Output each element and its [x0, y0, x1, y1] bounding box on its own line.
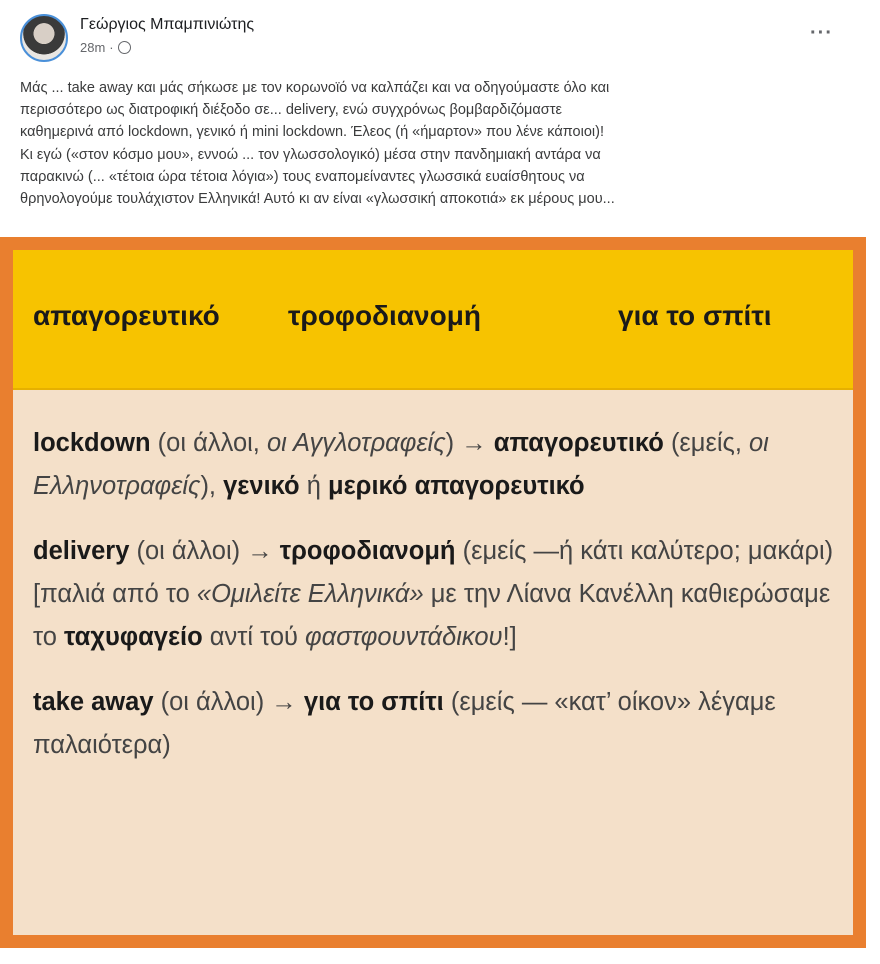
text: οι Ελληνοτραφείς	[33, 429, 769, 500]
post-text-line: παρακινώ (... «τέτοια ώρα τέτοια λόγια») τους εναπομείναντες γλωσσικά ευαίσθητους να	[20, 168, 585, 185]
author-name[interactable]: Γεώργιος Μπαμπινιώτης	[80, 16, 255, 33]
translation: γενικό	[223, 472, 300, 500]
text: αντί τού	[202, 623, 306, 651]
more-options-icon[interactable]: ···	[810, 22, 833, 44]
term: lockdown	[33, 429, 151, 457]
text: με την Λίανα Κανέλλη καθιερώσαμε το	[33, 580, 831, 651]
text: φαστφουντάδικου	[305, 623, 503, 651]
translation: για το σπίτι	[303, 688, 444, 716]
translation: απαγορευτικό	[493, 429, 664, 457]
separator: ·	[109, 40, 114, 55]
post-text	[20, 77, 850, 210]
post-text-line: περισσότερο ως διατροφική διέξοδο σε... delivery, ενώ συγχρόνως βομβαρδιζόμαστε	[20, 102, 562, 119]
text: ) →	[445, 429, 494, 457]
text: (οι άλλοι) →	[153, 688, 304, 716]
post-text-line: θρηνολογούμε τουλάχιστον Ελληνικά! Αυτό κι αν είναι «γλωσσική αποκοτιά» εκ μέρους μου...	[20, 191, 615, 208]
author-avatar[interactable]	[20, 14, 68, 62]
globe-icon	[118, 41, 131, 54]
post-meta	[80, 40, 131, 55]
translation: ταχυφαγείο	[63, 623, 203, 651]
text: ),	[200, 472, 224, 500]
post-time[interactable]: 28m	[80, 40, 106, 55]
term: delivery	[33, 537, 130, 565]
text: (οι άλλοι) →	[129, 537, 280, 565]
post-image[interactable]	[0, 237, 866, 948]
post-text-line: καθημερινά από lockdown, γενικό ή mini lockdown. Έλεος (ή «ήμαρτον» που λένε κάποιοι)!	[20, 124, 604, 141]
glossary-entry	[33, 681, 843, 767]
banner-term: για το σπίτι	[618, 300, 772, 331]
text: (οι άλλοι,	[150, 429, 267, 457]
banner-term: τροφοδιανομή	[288, 300, 481, 331]
post-text-line: Μάς ... take away και μάς σήκωσε με τον κορωνοϊό να καλπάζει και να οδηγούμαστε όλο και	[20, 80, 610, 96]
text: ή	[299, 472, 328, 500]
text: !]	[502, 623, 517, 651]
glossary	[33, 422, 843, 789]
text: οι Αγγλοτραφείς	[266, 429, 446, 457]
banner	[13, 250, 853, 390]
glossary-entry	[33, 422, 843, 508]
post-text-line: Κι εγώ («στον κόσμο μου», εννοώ ... τον γλωσσολογικό) μέσα στην πανδημιακή αντάρα να	[20, 146, 601, 163]
glossary-entry	[33, 530, 843, 659]
text: (εμείς,	[663, 429, 749, 457]
image-content	[13, 250, 853, 935]
translation: μερικό απαγορευτικό	[327, 472, 585, 500]
term: take away	[33, 688, 154, 716]
translation: τροφοδιανομή	[279, 537, 456, 565]
text: «Ομιλείτε Ελληνικά»	[196, 580, 424, 608]
text: (εμείς —ή κάτι καλύτερο; μακάρι) [παλιά από το	[33, 537, 834, 608]
text: (εμείς — «κατ’ οίκον» λέγαμε παλαιότερα)	[33, 688, 776, 759]
banner-term: απαγορευτικό	[33, 300, 220, 331]
